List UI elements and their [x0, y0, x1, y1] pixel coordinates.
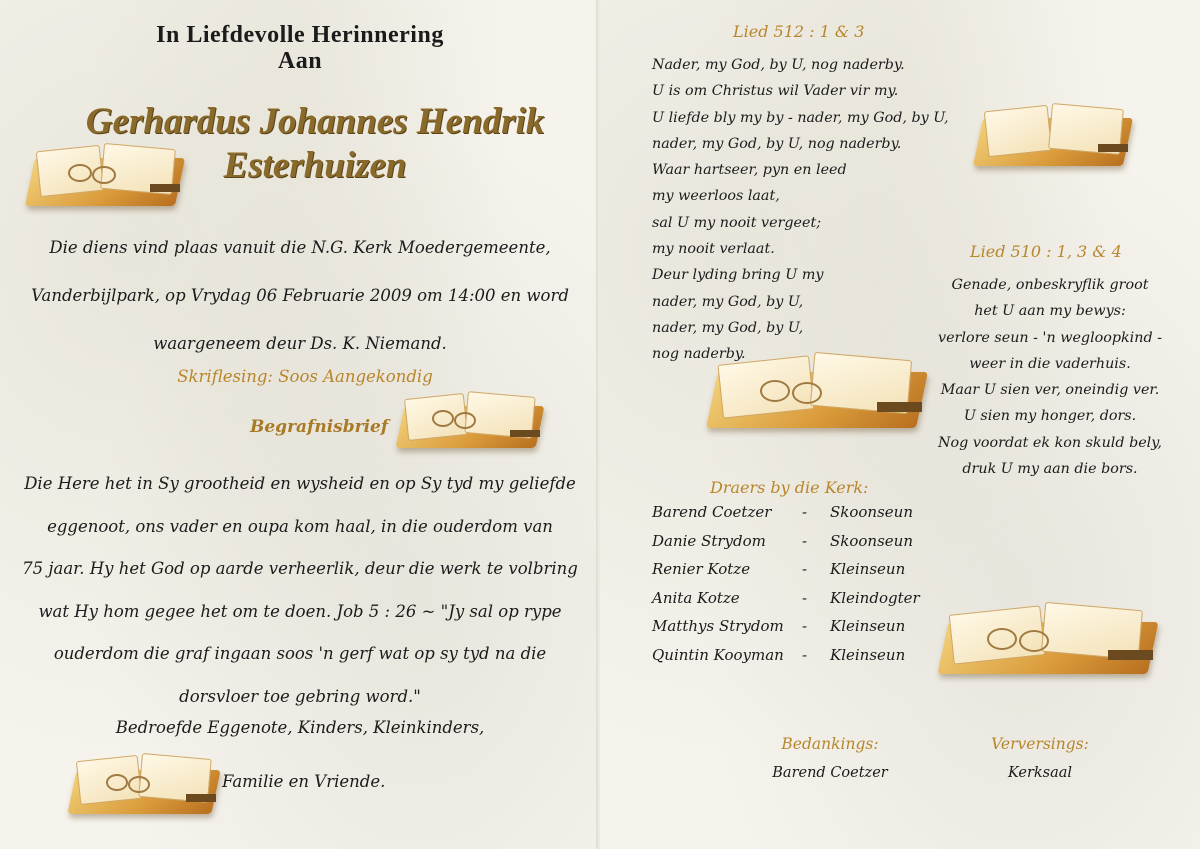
list-item — [652, 560, 920, 589]
bearer-dash: - — [802, 503, 808, 521]
hymn-line: Genade, onbeskryflik groot — [951, 277, 1149, 293]
hymn-line: U is om Christus wil Vader vir my. — [652, 83, 899, 100]
hymn-line: nog naderby. — [652, 346, 746, 363]
thanks-title: Bedankings: — [781, 735, 879, 753]
hymn-line: U liefde bly my by - nader, my God, by U, — [652, 109, 949, 126]
bearer-name: Quintin Kooyman — [652, 645, 784, 664]
thanks-name: Barend Coetzer — [772, 765, 888, 781]
list-item — [652, 503, 920, 532]
header-line-2: Aan — [277, 48, 323, 74]
hymn-line: verlore seun - 'n wegloopkind - — [938, 329, 1162, 346]
open-book-icon — [72, 752, 222, 818]
open-book-icon — [943, 600, 1158, 676]
open-book-icon — [712, 350, 927, 430]
funeral-letter — [20, 463, 580, 718]
memorial-header — [100, 22, 500, 74]
refreshments-place: Kerksaal — [1007, 765, 1073, 781]
scripture-reading: Skriflesing: Soos Aangekondig — [177, 367, 433, 386]
refreshments-title: Verversings: — [991, 735, 1089, 753]
hymn-line: my nooit verlaat. — [652, 241, 775, 258]
header-line-1: In Liefdevolle Herinnering — [156, 22, 444, 48]
hymn-line: Deur lyding bring U my — [652, 267, 824, 284]
letter-line: ouderdom die graf ingaan soos 'n gerf wat op sy tyd na die — [53, 644, 547, 663]
service-line: waargeneem deur Ds. K. Niemand. — [153, 334, 447, 353]
hymn-line: weer in die vaderhuis. — [969, 355, 1131, 372]
hymn-line: U sien my honger, dors. — [963, 408, 1137, 425]
bearer-name: Matthys Strydom — [652, 617, 784, 635]
mourners-line-2: Familie en Vriende. — [222, 772, 386, 791]
hymn-line: my weerloos laat, — [652, 188, 780, 205]
letter-line: eggenoot, ons vader en oupa kom haal, in die ouderdom van — [47, 516, 553, 536]
hymn-512-text — [652, 52, 949, 368]
bearer-name: Renier Kotze — [652, 560, 751, 578]
hymn-510-text — [930, 272, 1170, 482]
letter-title: Begrafnisbrief — [250, 417, 389, 437]
bearer-relation: Skoonseun — [830, 503, 913, 521]
bearer-name: Anita Kotze — [652, 588, 740, 607]
name-line-2: Esterhuizen — [223, 145, 407, 186]
bearer-name: Barend Coetzer — [652, 503, 772, 521]
open-book-icon — [30, 140, 185, 210]
hymn-line: nader, my God, by U, — [652, 319, 804, 336]
letter-line: Die Here het in Sy grootheid en wysheid en op Sy tyd my geliefde — [24, 474, 576, 493]
hymn-line: het U aan my bewys: — [974, 303, 1126, 320]
bearer-relation: Kleinseun — [830, 617, 906, 635]
hymn-512-title: Lied 512 : 1 & 3 — [733, 22, 865, 41]
hymn-line: nader, my God, by U, nog naderby. — [652, 135, 902, 152]
list-item — [652, 589, 920, 618]
service-line: Vanderbijlpark, op Vrydag 06 Februarie 2009 om 14:00 en word — [31, 286, 569, 305]
bearer-dash: - — [802, 617, 808, 635]
bearer-name: Danie Strydom — [652, 531, 766, 550]
letter-line: 75 jaar. Hy het God op aarde verheerlik, deur die werk te volbring — [22, 559, 578, 578]
bearer-relation: Kleinseun — [830, 645, 906, 664]
bearers-list — [652, 503, 920, 674]
bearer-relation: Skoonseun — [830, 531, 913, 550]
mourners-line-1: Bedroefde Eggenote, Kinders, Kleinkinders, — [115, 718, 485, 737]
list-item — [652, 646, 920, 675]
letter-line: dorsvloer toe gebring word." — [179, 686, 421, 706]
hymn-line: nader, my God, by U, — [652, 293, 804, 310]
right-page — [600, 0, 1200, 849]
bearer-relation: Kleinseun — [830, 560, 906, 578]
bearer-dash: - — [802, 588, 808, 607]
list-item — [652, 532, 920, 561]
hymn-510-title: Lied 510 : 1, 3 & 4 — [970, 242, 1122, 261]
hymn-line: Nader, my God, by U, nog naderby. — [652, 57, 905, 73]
bearer-dash: - — [802, 560, 808, 578]
service-details — [30, 224, 570, 368]
left-page — [0, 0, 598, 849]
name-line-1: Gerhardus Johannes Hendrik — [85, 101, 545, 142]
open-book-icon — [978, 100, 1133, 170]
list-item — [652, 617, 920, 646]
hymn-line: Maar U sien ver, oneindig ver. — [940, 382, 1160, 399]
letter-line: wat Hy hom gegee het om te doen. Job 5 : 26 ~ "Jy sal op rype — [38, 601, 562, 621]
open-book-icon — [400, 390, 545, 452]
service-line: Die diens vind plaas vanuit die N.G. Kerk Moedergemeente, — [49, 238, 551, 257]
bearer-dash: - — [802, 531, 808, 550]
bearer-dash: - — [802, 645, 808, 664]
hymn-line: Waar hartseer, pyn en leed — [652, 162, 847, 179]
hymn-line: Nog voordat ek kon skuld bely, — [938, 434, 1162, 451]
hymn-line: sal U my nooit vergeet; — [652, 214, 822, 231]
bearers-title: Draers by die Kerk: — [710, 478, 869, 497]
hymn-line: druk U my aan die bors. — [962, 461, 1138, 478]
bearer-relation: Kleindogter — [830, 588, 920, 607]
